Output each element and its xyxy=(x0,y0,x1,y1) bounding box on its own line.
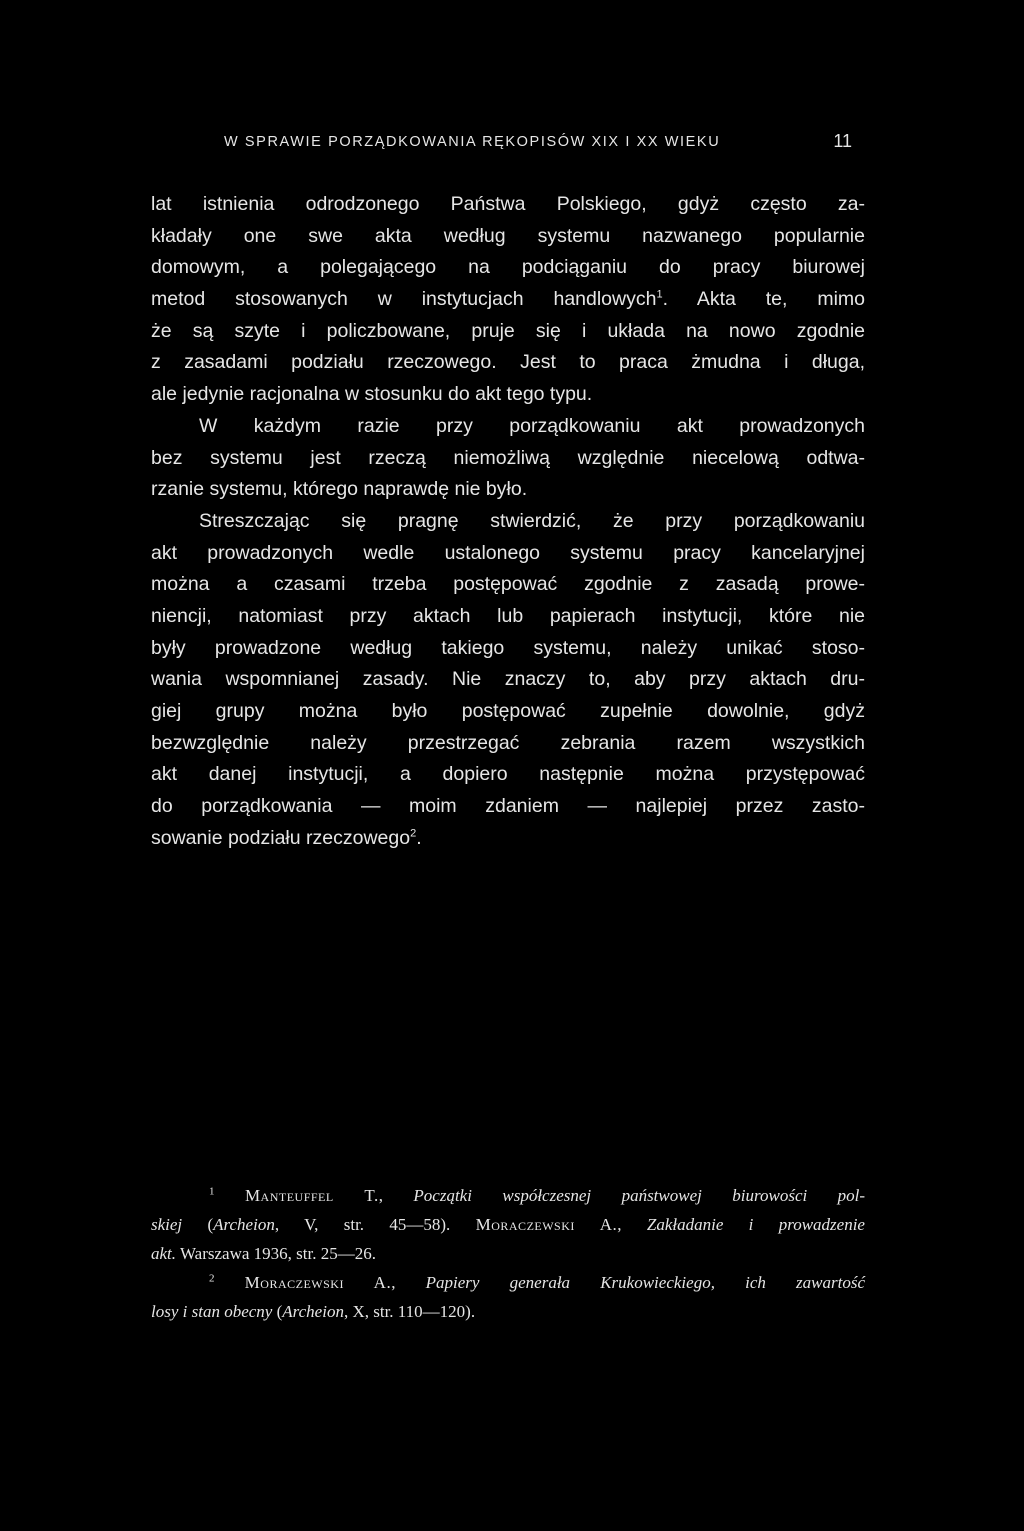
body-line-5: że są szyte i policzbowane, pruje się i układa na nowo zgodnie xyxy=(151,319,865,342)
body-line-11: Streszczając się pragnę stwierdzić, że przy porządkowaniu xyxy=(199,509,865,532)
body-line-8: W każdym razie przy porządkowaniu akt prowadzonych xyxy=(199,414,865,437)
body-line-18: bezwzględnie należy przestrzegać zebrania razem wszystkich xyxy=(151,731,865,754)
body-line-20: do porządkowania — moim zdaniem — najlepiej przez zasto- xyxy=(151,795,865,818)
footnote-2-title-b: losy i stan obecny xyxy=(151,1302,273,1321)
footnote-ref-2: 2 xyxy=(410,827,417,840)
body-text xyxy=(151,189,865,854)
body-line-2: kładały one swe akta według systemu nazwanego popularnie xyxy=(151,224,865,247)
body-line-4-text: metod stosowanych w instytucjach handlowych xyxy=(151,288,657,311)
footnote-ref-1: 1 xyxy=(656,288,663,301)
footnote-1-author-1: Manteuffel T. xyxy=(244,1186,379,1205)
body-line-21-text: sowanie podziału rzeczowego xyxy=(151,826,411,849)
running-title: W SPRAWIE PORZĄDKOWANIA RĘKOPISÓW XIX I XX WIEKU xyxy=(224,134,721,150)
body-line-21 xyxy=(151,823,865,855)
footnote-1-journal-1: Archeion xyxy=(213,1215,275,1234)
body-line-19: akt danej instytucji, a dopiero następnie można przystępować xyxy=(151,763,865,786)
footnote-1-title-1b: skiej xyxy=(151,1215,183,1234)
footnote-2-marker: 2 xyxy=(209,1272,215,1285)
footnote-1-ref-1: , V, str. 45—58). xyxy=(274,1215,476,1234)
body-line-10: rzanie systemu, którego naprawdę nie było. xyxy=(151,478,528,501)
footnote-2-line-1 xyxy=(151,1268,865,1297)
footnote-1-line-1 xyxy=(151,1181,865,1210)
footnote-1-title-1a: Początki współczesnej państwowej biurowości pol- xyxy=(413,1186,866,1205)
footnote-1-ref-2: Warszawa 1936, str. 25—26. xyxy=(176,1244,376,1263)
footnote-2-ref: , X, str. 110—120). xyxy=(343,1302,476,1321)
footnote-2-line-2 xyxy=(151,1297,865,1326)
footnote-1-line-3 xyxy=(151,1239,865,1268)
footnote-2-sep: , xyxy=(391,1273,426,1292)
footnote-1-sep-1: , xyxy=(378,1186,414,1205)
footnote-2-journal: Archeion xyxy=(282,1302,344,1321)
footnote-1-paren-1: ( xyxy=(182,1215,214,1234)
body-line-4 xyxy=(151,284,865,316)
body-line-14: niencji, natomiast przy aktach lub papierach instytucji, które nie xyxy=(151,604,865,627)
footnote-2-paren: ( xyxy=(272,1302,283,1321)
body-line-1: lat istnienia odrodzonego Państwa Polskiego, gdyż często za- xyxy=(151,193,865,215)
body-line-13: można a czasami trzeba postępować zgodnie z zasadą prowe- xyxy=(151,573,865,596)
body-line-4-tail: . Akta te, mimo xyxy=(662,288,865,311)
footnote-2-author: Moraczewski A. xyxy=(244,1273,392,1292)
footnote-1-line-2 xyxy=(151,1210,865,1239)
body-line-9: bez systemu jest rzeczą niemożliwą względnie niecelową odtwa- xyxy=(151,446,865,469)
body-line-16: wania wspomnianej zasady. Nie znaczy to, aby przy aktach dru- xyxy=(151,668,865,691)
footnotes xyxy=(151,1181,865,1326)
footnote-1-title-2a: Zakładanie i prowadzenie xyxy=(646,1215,865,1234)
body-line-17: giej grupy można było postępować zupełnie dowolnie, gdyż xyxy=(151,700,865,722)
footnote-1-author-2: Moraczewski A. xyxy=(475,1215,618,1234)
footnote-1-sep-2: , xyxy=(617,1215,647,1234)
footnote-1-marker: 1 xyxy=(209,1185,215,1198)
body-line-15: były prowadzone według takiego systemu, należy unikać stoso- xyxy=(151,636,865,659)
body-line-7: ale jedynie racjonalna w stosunku do akt tego typu. xyxy=(151,383,593,406)
body-line-21-tail: . xyxy=(416,826,422,849)
footnote-2-title-a: Papiery generała Krukowieckiego, ich zawartość xyxy=(425,1273,866,1292)
running-head xyxy=(224,131,852,158)
footnote-1-title-2b: akt. xyxy=(151,1244,177,1263)
page-number: 11 xyxy=(833,131,852,151)
body-line-3: domowym, a polegającego na podciąganiu do pracy biurowej xyxy=(151,256,865,279)
body-line-6: z zasadami podziału rzeczowego. Jest to praca żmudna i długa, xyxy=(151,351,865,374)
body-line-12: akt prowadzonych wedle ustalonego systemu pracy kancelaryjnej xyxy=(151,541,865,564)
